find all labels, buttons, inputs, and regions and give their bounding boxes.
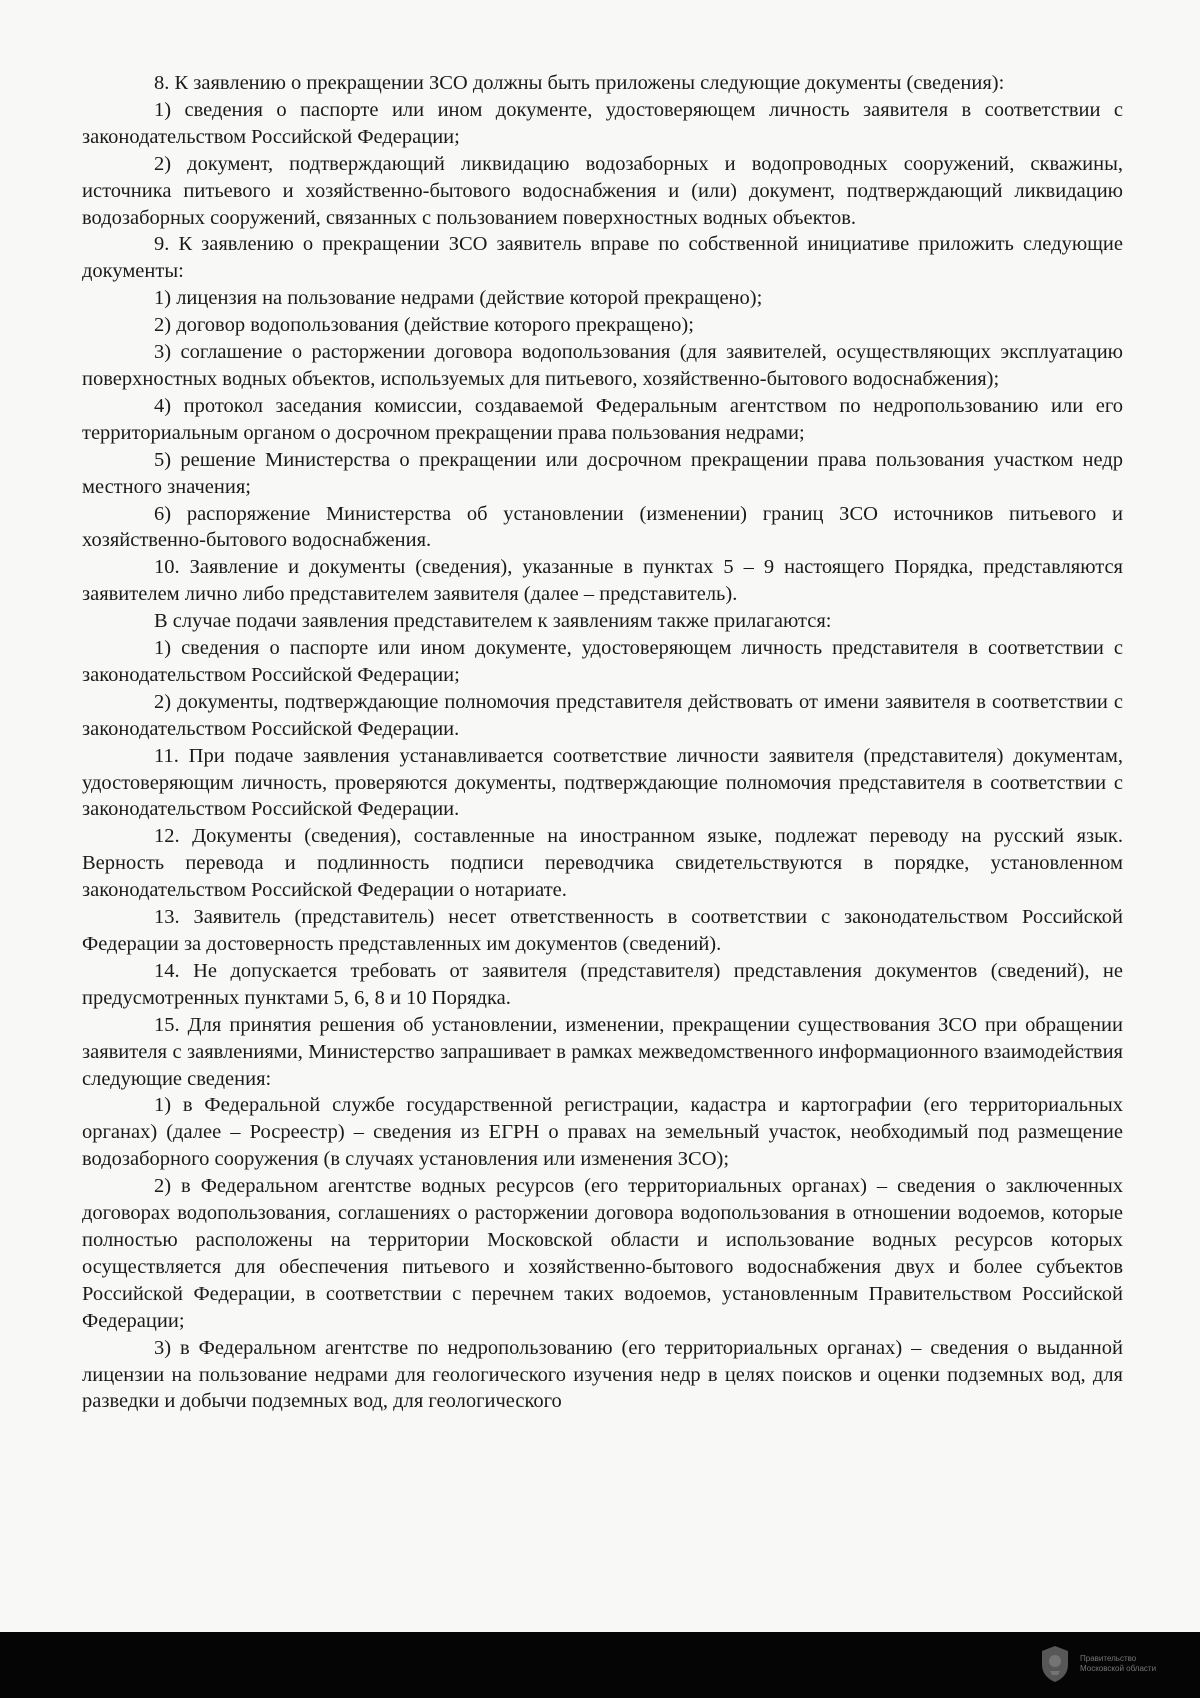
paragraph: 3) в Федеральном агентстве по недропользованию (его территориальных органах) – сведения о выданной лицензии на пользование недрами для геологического изучения недр в целях поисков и оценки подземных вод, для разведки и добычи подземных вод, для геологического (82, 1336, 1123, 1413)
paragraph: 2) договор водопользования (действие которого прекращено); (154, 314, 694, 337)
paragraph: 2) документы, подтверждающие полномочия представителя действовать от имени заявителя в соответствии с законодательством Российской Федерации. (82, 690, 1123, 740)
paragraph: 4) протокол заседания комиссии, создаваемой Федеральным агентством по недропользованию или его территориальным органом о досрочном прекращении права пользования недрами; (82, 394, 1123, 444)
paragraph: 1) в Федеральной службе государственной регистрации, кадастра и картографии (его территориальных органах) (далее – Росреестр) – сведения из ЕГРН о правах на земельный участок, необходимый под размещение водозаборного сооружения (в случаях установления или изменения ЗСО); (82, 1094, 1123, 1171)
paragraph: 12. Документы (сведения), составленные на иностранном языке, подлежат переводу на русский язык. Верность перевода и подлинность подписи переводчика свидетельствуются в порядке, установленном законодательством Российской Федерации о нотариате. (82, 825, 1123, 902)
footer-bar (0, 1632, 1200, 1698)
paragraph: 10. Заявление и документы (сведения), указанные в пунктах 5 – 9 настоящего Порядка, представляются заявителем лично либо представителем заявителя (далее – представитель). (82, 556, 1123, 606)
paragraph: 1) лицензия на пользование недрами (действие которой прекращено); (154, 287, 763, 310)
moscow-region-emblem-icon (1038, 1644, 1072, 1684)
footer-logo (1038, 1644, 1170, 1684)
paragraph: 8. К заявлению о прекращении ЗСО должны быть приложены следующие документы (сведения): (154, 72, 1005, 94)
paragraph: 1) сведения о паспорте или ином документе, удостоверяющем личность заявителя в соответствии с законодательством Российской Федерации; (82, 98, 1123, 148)
document-text (82, 70, 1123, 1415)
paragraph: 14. Не допускается требовать от заявителя (представителя) представления документов (сведений), не предусмотренных пунктами 5, 6, 8 и 10 Порядка. (82, 959, 1123, 1009)
paragraph: 2) в Федеральном агентстве водных ресурсов (его территориальных органах) – сведения о заключенных договорах водопользования, соглашениях о расторжении договора водопользования в отношении водоемов, которые полностью расположены на территории Московской области и использование водных ресурсов которых осуществляется для обеспечения питьевого и хозяйственно-бытового водоснабжения двух и более субъектов Российской Федерации, в соответствии с перечнем таких водоемов, установленным Правительством Российской Федерации; (82, 1175, 1123, 1332)
paragraph: 11. При подаче заявления устанавливается соответствие личности заявителя (представителя) документам, удостоверяющим личность, проверяются документы, подтверждающие полномочия представителя в соответствии с законодательством Российской Федерации. (82, 744, 1123, 821)
paragraph: В случае подачи заявления представителем к заявлениям также прилагаются: (154, 610, 832, 633)
paragraph: 3) соглашение о расторжении договора водопользования (для заявителей, осуществляющих эксплуатацию поверхностных водных объектов, используемых для питьевого, хозяйственно-бытового водоснабжения); (82, 341, 1123, 390)
footer-logo-text: Правительство Московской области (1080, 1654, 1157, 1673)
paragraph: 13. Заявитель (представитель) несет ответственность в соответствии с законодательством Российской Федерации за достоверность представленных им документов (сведений). (82, 906, 1123, 955)
paragraph: 5) решение Министерства о прекращении или досрочном прекращении права пользования участком недр местного значения; (82, 448, 1123, 498)
paragraph: 2) документ, подтверждающий ликвидацию водозаборных и водопроводных сооружений, скважины, источника питьевого и хозяйственно-бытового водоснабжения и (или) документ, подтверждающий ликвидацию водозаборных сооружений, связанных с пользованием поверхностных водных объектов. (82, 152, 1123, 229)
paragraph: 15. Для принятия решения об установлении, изменении, прекращении существования ЗСО при обращении заявителя с заявлениями, Министерство запрашивает в рамках межведомственного информационного взаимодействия следующие сведения: (82, 1013, 1123, 1090)
paragraph: 6) распоряжение Министерства об установлении (изменении) границ ЗСО источников питьевого и хозяйственно-бытового водоснабжения. (82, 502, 1123, 552)
paragraph: 1) сведения о паспорте или ином документе, удостоверяющем личность представителя в соответствии с законодательством Российской Федерации; (82, 637, 1123, 686)
paragraph: 9. К заявлению о прекращении ЗСО заявитель вправе по собственной инициативе приложить следующие документы: (82, 233, 1123, 283)
